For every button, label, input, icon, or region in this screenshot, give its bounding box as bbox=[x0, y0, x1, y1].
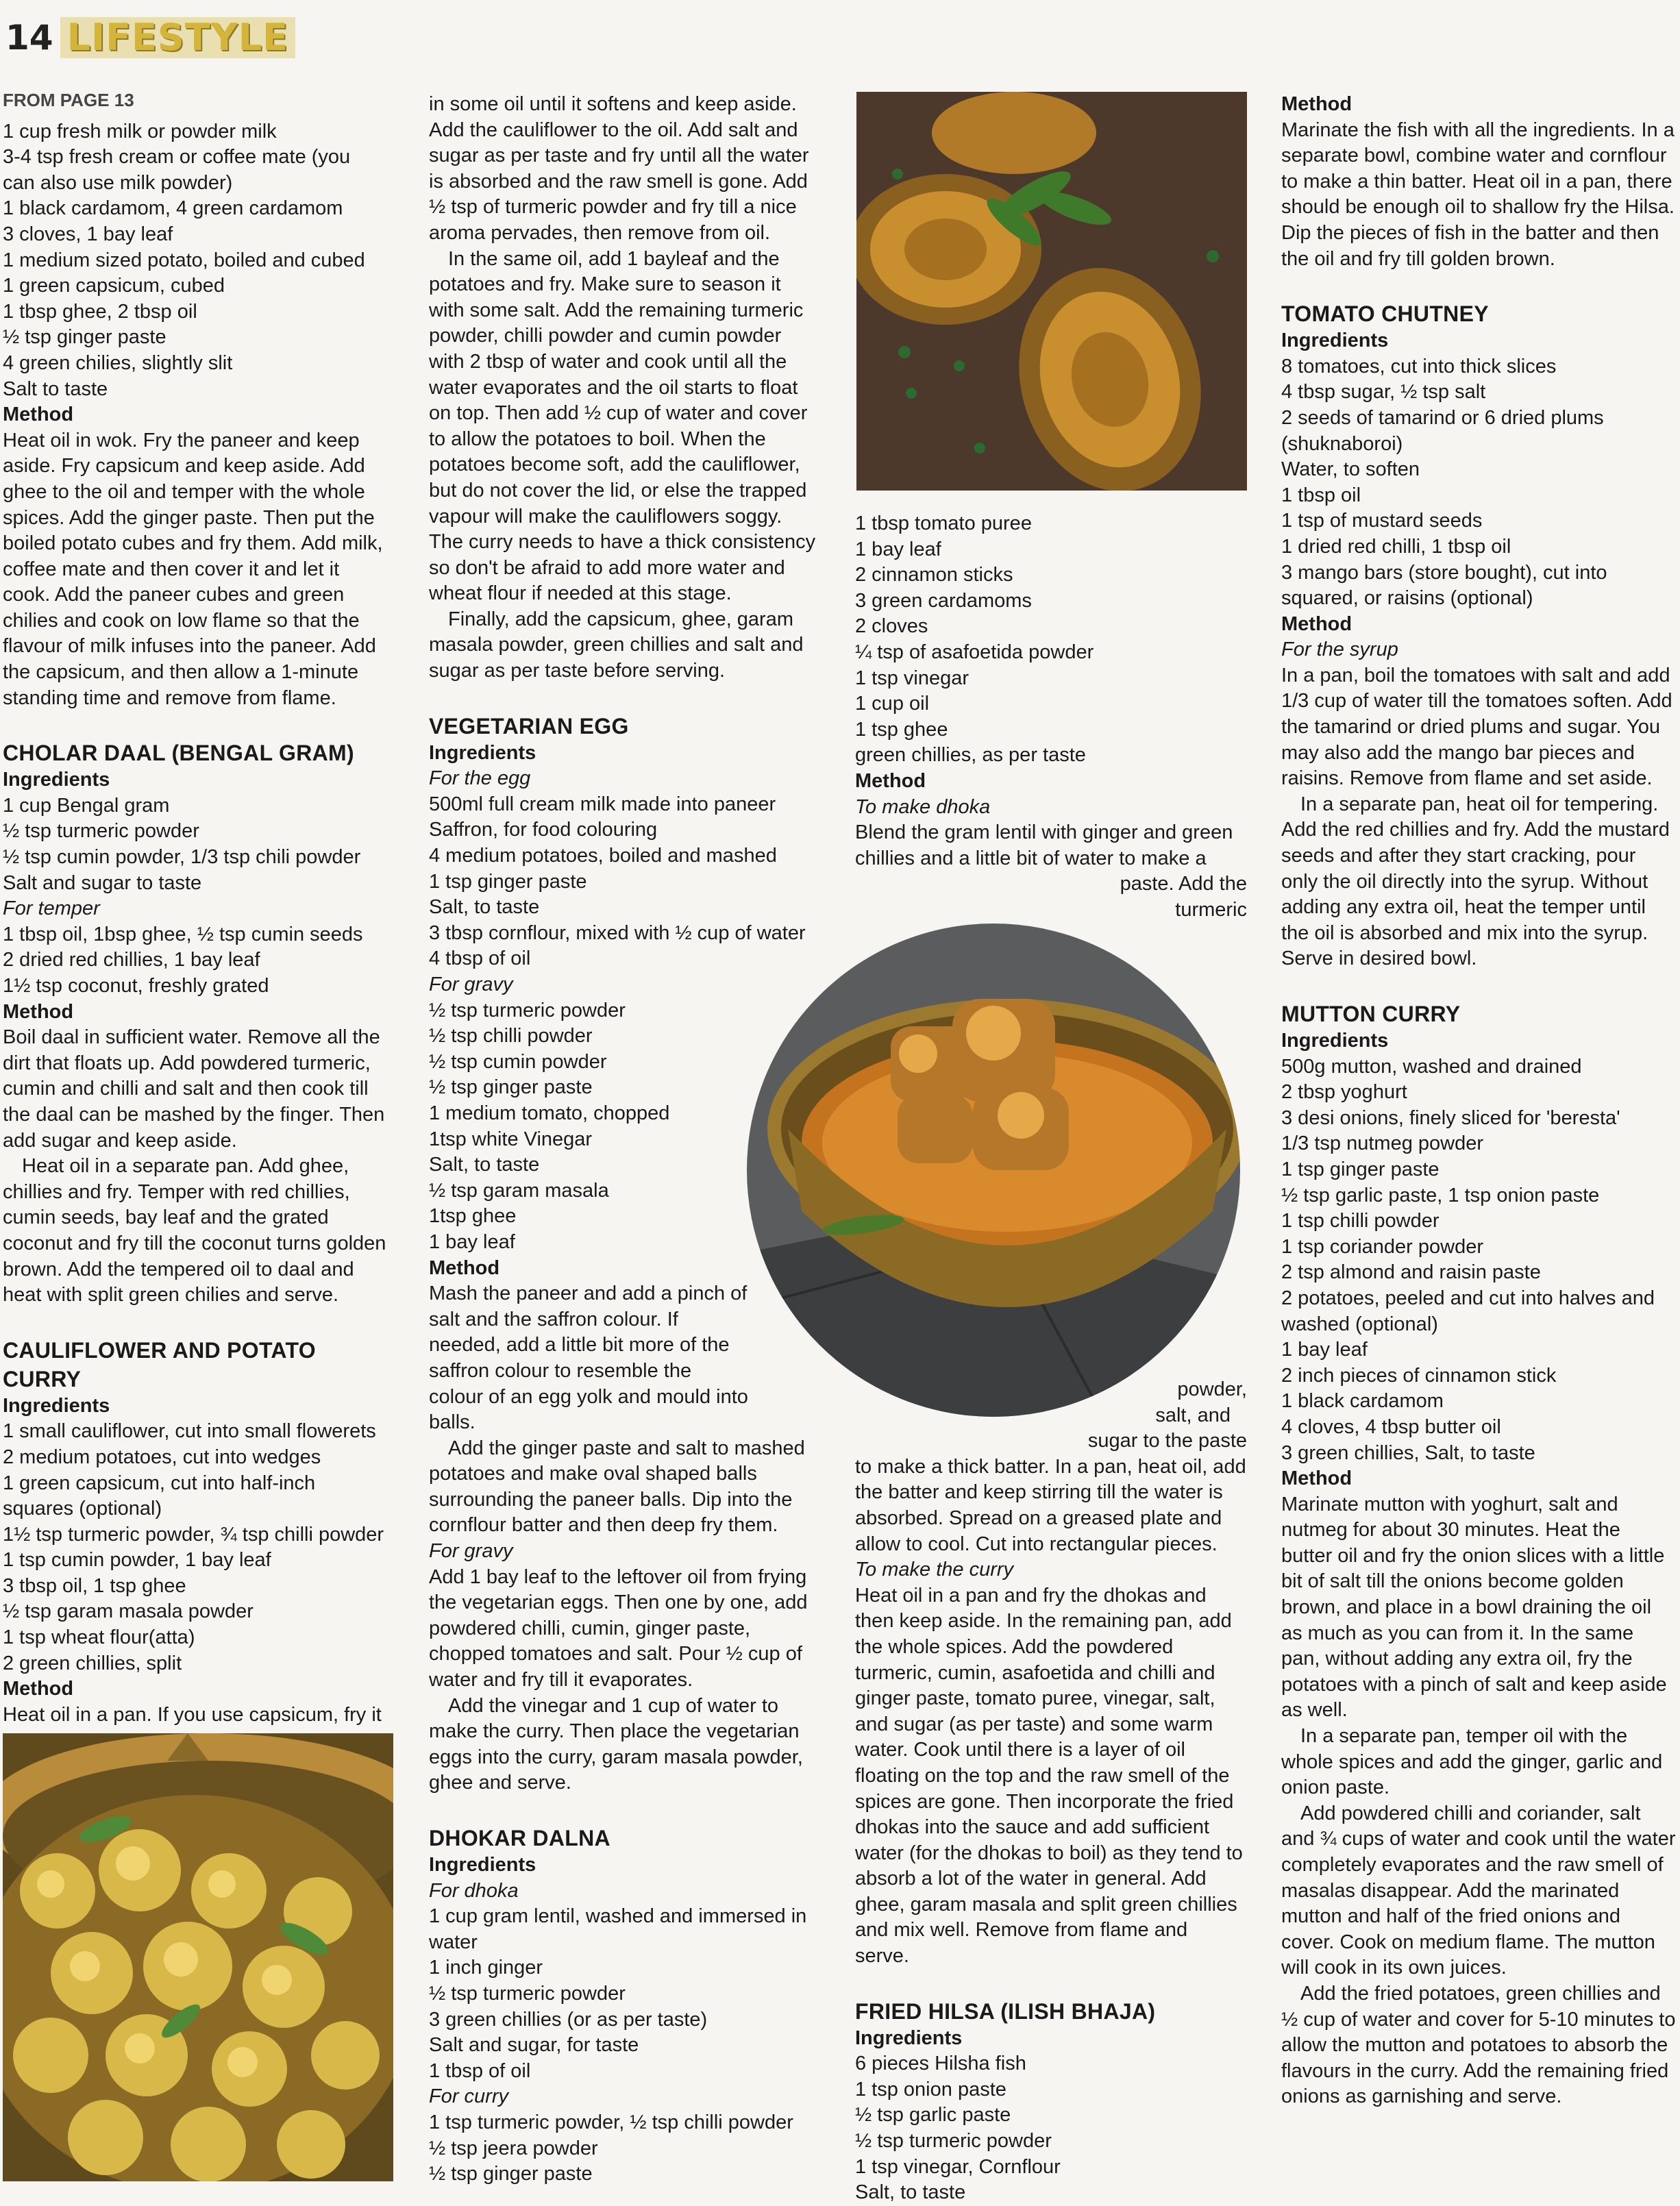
list-item: Salt, to taste bbox=[429, 896, 540, 919]
method-text: powder, bbox=[1177, 1378, 1247, 1400]
sub-heading: For curry bbox=[429, 2085, 508, 2108]
list-item: ½ tsp turmeric powder bbox=[855, 2130, 1052, 2153]
method-text: turmeric bbox=[1175, 898, 1247, 921]
list-item: 1½ tsp coconut, freshly grated bbox=[3, 975, 269, 997]
list-item: 1 tbsp tomato puree bbox=[855, 512, 1032, 534]
method-text: Heat oil in a pan. If you use capsicum, fry it bbox=[3, 1703, 382, 1726]
method-text: Boil daal in sufficient water. Remove all the dirt that floats up. Add powdered turmeric, cumin and chilli and salt and then cook till the daal can be mashed by the finger. Then add sugar and keep aside. bbox=[3, 1026, 385, 1152]
ingredients-heading: Ingredients bbox=[1281, 1030, 1389, 1052]
page-number: 14 bbox=[5, 18, 53, 58]
list-item: 1 tbsp oil, 1bsp ghee, ½ tsp cumin seeds bbox=[3, 923, 363, 945]
paneer-ingredients-list bbox=[3, 119, 386, 403]
ingredients-heading: Ingredients bbox=[3, 769, 110, 791]
list-item: 3 tbsp cornflour, mixed with ½ cup of water bbox=[429, 921, 806, 944]
method-heading: Method bbox=[855, 769, 926, 792]
list-item: 1 tsp ginger paste bbox=[1281, 1158, 1440, 1180]
cauliflower-curry-photo bbox=[3, 1733, 393, 2181]
recipe-title-dhokar-dalna: DHOKAR DALNA bbox=[429, 1826, 610, 1850]
list-item: 1 tsp onion paste bbox=[855, 2078, 1006, 2100]
method-text: to make a thick batter. In a pan, heat oil, add the batter and keep stirring till the water is absorbed. Spread on a greased plate and allow to cool. Cut into rectangular pieces. bbox=[855, 1455, 1246, 1555]
list-item: ½ tsp turmeric powder bbox=[3, 820, 199, 843]
list-item: 4 tbsp of oil bbox=[429, 947, 531, 970]
ingredients-heading: Ingredients bbox=[3, 1394, 110, 1417]
list-item: 6 pieces Hilsha fish bbox=[855, 2053, 1026, 2075]
recipe-title-cauliflower: CAULIFLOWER AND POTATO CURRY bbox=[3, 1337, 316, 1391]
list-item: 3 green chillies, Salt, to taste bbox=[1281, 1441, 1535, 1464]
list-item: 1 small cauliflower, cut into small flowerets bbox=[3, 1420, 376, 1443]
method-text: Add 1 bay leaf to the leftover oil from frying the vegetarian eggs. Then one by one, add powdered chilli, cumin, ginger paste, chopped tomatoes and salt. Pour ½ cup of water and fry till it evaporates. bbox=[429, 1565, 808, 1691]
recipe-title-tomato-chutney: TOMATO CHUTNEY bbox=[1281, 301, 1489, 327]
method-text: salt, and bbox=[1155, 1404, 1231, 1426]
list-item: 3 cloves, 1 bay leaf bbox=[3, 223, 173, 245]
list-item: 4 cloves, 4 tbsp butter oil bbox=[1281, 1415, 1501, 1438]
list-item: 2 cinnamon sticks bbox=[855, 564, 1013, 586]
list-item: 1½ tsp turmeric powder, ¾ tsp chilli powder bbox=[3, 1523, 384, 1546]
method-text: Add the ginger paste and salt to mashed potatoes and make oval shaped balls surrounding the paneer balls. Dip into the cornflour batter and then deep fry them. bbox=[429, 1437, 805, 1537]
method-text: In a pan, boil the tomatoes with salt and add 1/3 cup of water till the tomatoes soften. Add the tamarind or dried plums and sugar. You may also add the mango bar pieces and raisins. Remove from flame and set aside. bbox=[1281, 664, 1672, 790]
list-item: ½ tsp garlic paste bbox=[855, 2104, 1011, 2127]
list-item: ½ tsp ginger paste bbox=[429, 1076, 593, 1099]
method-text: Marinate the fish with all the ingredients. In a separate bowl, combine water and cornflour to make a thin batter. Heat oil in a pan, there should be enough oil to shallow fry the Hilsa. Dip the pieces of fish in the batter and then the oil and fry till golden brown. bbox=[1281, 119, 1675, 270]
method-text: Heat oil in wok. Fry the paneer and keep aside. Fry capsicum and keep aside. Add ghee to the oil and temper with the whole spices. Add the ginger paste. Then put the boiled potato cubes and fry them. Add milk, coffee mate and then cover it and let it cook. Add the paneer cubes and green chilies and cook on low flame so that the flavour of milk infuses into the paneer. Add the capsicum, and then allow a 1-minute standing time and remove from flame. bbox=[3, 429, 383, 709]
fried-hilsa-photo bbox=[856, 92, 1247, 491]
list-item: 1 black cardamom bbox=[1281, 1390, 1444, 1413]
method-text: Blend the gram lentil with ginger and green chillies and a little bit of water to make a bbox=[855, 821, 1233, 869]
list-item: 1tsp white Vinegar bbox=[429, 1128, 593, 1150]
list-item: 3 mango bars (store bought), cut into squared, or raisins (optional) bbox=[1281, 561, 1607, 610]
list-item: ½ tsp garam masala powder bbox=[3, 1600, 254, 1623]
list-item: ½ tsp ginger paste bbox=[3, 326, 166, 349]
sub-heading: To make dhoka bbox=[855, 795, 991, 818]
method-heading: Method bbox=[3, 1678, 74, 1700]
ingredients-heading: Ingredients bbox=[429, 1854, 536, 1876]
list-item: green chillies, as per taste bbox=[855, 744, 1086, 767]
list-item: 500g mutton, washed and drained bbox=[1281, 1055, 1582, 1078]
list-item: 1 bay leaf bbox=[1281, 1339, 1368, 1361]
list-item: 2 potatoes, peeled and cut into halves and washed (optional) bbox=[1281, 1287, 1655, 1335]
list-item: ½ tsp turmeric powder bbox=[429, 999, 626, 1021]
list-item: 2 tbsp yoghurt bbox=[1281, 1081, 1407, 1104]
method-text: Marinate mutton with yoghurt, salt and nutmeg for about 30 minutes. Heat the butter oil and fry the onion slices with a little bit of salt till the onions become golden brown, and place in a bowl draining the oil as much as you can from it. In the same pan, without adding any extra oil, fry the potatoes with a pinch of salt and keep aside as well. bbox=[1281, 1493, 1667, 1722]
list-item: 1 tsp coriander powder bbox=[1281, 1235, 1483, 1258]
list-item: 3 green chillies (or as per taste) bbox=[429, 2008, 708, 2031]
list-item: 3 green cardamoms bbox=[855, 589, 1032, 612]
method-text: Mash the paneer and add a pinch of salt and the saffron colour. If needed, add a little bit more of the saffron colour to resemble the colour of an egg yolk and mould into balls. bbox=[429, 1282, 748, 1434]
list-item: 1 tbsp of oil bbox=[429, 2059, 531, 2082]
list-item: 1 inch ginger bbox=[429, 1957, 543, 1979]
list-item: ½ tsp cumin powder bbox=[429, 1050, 607, 1073]
list-item: ½ tsp garam masala bbox=[429, 1179, 609, 1202]
section-title: LIFESTYLE bbox=[60, 17, 295, 58]
method-text: In the same oil, add 1 bayleaf and the potatoes and fry. Make sure to season it with some salt. Add the remaining turmeric powder, chilli powder and cumin powder with 2 tbsp of water and cook until all the water evaporates and the oil starts to float on top. Then add ½ cup of water and cover to allow the potatoes to boil. When the potatoes become soft, add the cauliflower, but do not cover the lid, or else the trapped vapour will make the cauliflowers soggy. The curry needs to have a thick consistency so don't be afraid to add more water and wheat flour if needed at this stage. bbox=[429, 247, 816, 605]
column-1 bbox=[3, 88, 386, 1728]
list-item: ½ tsp chilli powder bbox=[429, 1025, 593, 1048]
list-item: 1 tsp ginger paste bbox=[429, 870, 587, 893]
method-text: Finally, add the capsicum, ghee, garam masala powder, green chillies and salt and sugar as per taste before serving. bbox=[429, 608, 804, 682]
list-item: 8 tomatoes, cut into thick slices bbox=[1281, 355, 1557, 377]
from-page-label: FROM PAGE 13 bbox=[3, 90, 134, 110]
method-text: in some oil until it softens and keep aside. Add the cauliflower to the oil. Add salt and sugar as per taste and fry until all the water is absorbed and the raw smell is gone. Add ½ tsp of turmeric powder and fry till a nice aroma pervades, then remove from oil. bbox=[429, 93, 809, 244]
list-item: Salt and sugar to taste bbox=[3, 871, 202, 894]
list-item: 500ml full cream milk made into paneer bbox=[429, 793, 776, 815]
sub-heading: For dhoka bbox=[429, 1879, 519, 1902]
list-item: 3 tbsp oil, 1 tsp ghee bbox=[3, 1574, 186, 1597]
ingredients-heading: Ingredients bbox=[429, 741, 536, 764]
list-item: 1 cup Bengal gram bbox=[3, 794, 170, 817]
method-heading: Method bbox=[3, 404, 74, 426]
list-item: 1 cup fresh milk or powder milk bbox=[3, 120, 277, 142]
list-item: ½ tsp garlic paste, 1 tsp onion paste bbox=[1281, 1184, 1600, 1206]
method-heading: Method bbox=[1281, 1467, 1352, 1490]
list-item: 1 green capsicum, cut into half-inch squares (optional) bbox=[3, 1472, 316, 1520]
list-item: 1 tsp turmeric powder, ½ tsp chilli powder bbox=[429, 2111, 793, 2133]
sub-heading: For gravy bbox=[429, 974, 513, 995]
recipe-title-fried-hilsa: FRIED HILSA (ILISH BHAJA) bbox=[855, 1998, 1156, 2024]
list-item: Salt and sugar, for taste bbox=[429, 2034, 639, 2057]
recipe-title-vegetarian-egg: VEGETARIAN EGG bbox=[429, 713, 629, 739]
list-item: 4 green chilies, slightly slit bbox=[3, 351, 233, 374]
list-item: ½ tsp cumin powder, 1/3 tsp chili powder bbox=[3, 846, 361, 869]
method-text: Heat oil in a pan and fry the dhokas and then keep aside. In the remaining pan, add the whole spices. Add the powdered turmeric, cumin, asafoetida and chilli and ginger paste, tomato puree, vinegar, salt, and sugar (as per taste) and some warm water. Cook until there is a layer of oil floating on the top and the raw smell of the spices are gone. Then incorporate the fried dhokas into the sauce and add sufficient water (for the dhokas to boil) as they tend to absorb a lot of the water in general. Add ghee, garam masala and split green chillies and mix well. Remove from flame and serve. bbox=[855, 1584, 1243, 1968]
list-item: 1 medium tomato, chopped bbox=[429, 1102, 670, 1124]
list-item: 2 tsp almond and raisin paste bbox=[1281, 1261, 1541, 1284]
list-item: 2 inch pieces of cinnamon stick bbox=[1281, 1364, 1557, 1387]
list-item: 1 medium sized potato, boiled and cubed bbox=[3, 249, 365, 271]
list-item: 1 cup oil bbox=[855, 693, 930, 715]
ingredients-heading: Ingredients bbox=[855, 2027, 963, 2049]
sub-heading: For gravy bbox=[429, 1540, 513, 1563]
list-item: 2 cloves bbox=[855, 615, 928, 638]
method-text: In a separate pan, temper oil with the whole spices and add the ginger, garlic and onion paste. bbox=[1281, 1725, 1663, 1799]
method-heading: Method bbox=[1281, 612, 1352, 635]
list-item: 3-4 tsp fresh cream or coffee mate (you can also use milk powder) bbox=[3, 146, 351, 194]
list-item: 1 tbsp ghee, 2 tbsp oil bbox=[3, 300, 197, 323]
list-item: 4 tbsp sugar, ½ tsp salt bbox=[1281, 381, 1486, 404]
dhokar-dalna-photo bbox=[747, 924, 1240, 1417]
list-item: 1 tsp vinegar bbox=[855, 667, 969, 689]
list-item: Salt to taste bbox=[3, 377, 108, 400]
list-item: ¼ tsp of asafoetida powder bbox=[855, 641, 1094, 663]
list-item: 1 tsp of mustard seeds bbox=[1281, 510, 1483, 532]
list-item: Water, to soften bbox=[1281, 458, 1420, 481]
list-item: 1 tsp wheat flour(atta) bbox=[3, 1626, 195, 1649]
method-text: Add powdered chilli and coriander, salt and ¾ cups of water and cook until the water completely evaporates and the raw smell of masalas disappear. Add the marinated mutton and half of the fried onions and cover. Cook on medium flame. The mutton will cook in its own juices. bbox=[1281, 1802, 1676, 1979]
list-item: 1 cup gram lentil, washed and immersed in water bbox=[429, 1905, 807, 1953]
list-item: 1 tsp vinegar, Cornflour bbox=[855, 2155, 1061, 2178]
sub-heading: For the egg bbox=[429, 767, 531, 790]
sub-heading: For temper bbox=[3, 897, 100, 920]
method-heading: Method bbox=[429, 1256, 500, 1279]
page-masthead bbox=[5, 14, 295, 62]
list-item: 1 dried red chilli, 1 tbsp oil bbox=[1281, 535, 1511, 558]
recipe-title-mutton-curry: MUTTON CURRY bbox=[1281, 1002, 1461, 1026]
method-heading: Method bbox=[3, 1000, 74, 1023]
method-text: paste. Add the bbox=[1120, 873, 1247, 895]
column-3 bbox=[855, 511, 1247, 924]
recipe-title-cholar-daal: CHOLAR DAAL (BENGAL GRAM) bbox=[3, 741, 354, 766]
list-item: 2 green chillies, split bbox=[3, 1652, 182, 1674]
list-item: 1 tbsp oil bbox=[1281, 484, 1361, 506]
column-3-wrap bbox=[855, 1377, 1247, 2206]
method-text: Heat oil in a separate pan. Add ghee, chillies and fry. Temper with red chillies, cumin seeds, bay leaf and the grated coconut and fry till the coconut turns golden brown. Add the tempered oil to daal and heat with split green chilies and serve. bbox=[3, 1155, 386, 1306]
list-item: 1 bay leaf bbox=[855, 538, 941, 560]
method-heading: Method bbox=[1281, 93, 1352, 115]
list-item: ½ tsp turmeric powder bbox=[429, 1982, 626, 2005]
ingredients-heading: Ingredients bbox=[1281, 330, 1389, 352]
sub-heading: For the syrup bbox=[1281, 639, 1398, 661]
method-text: Add the fried potatoes, green chillies and ½ cup of water and cover for 5-10 minutes to allow the mutton and potatoes to absorb the flavours in the curry. Add the remaining fried onions as garnishing and serve. bbox=[1281, 1982, 1676, 2108]
list-item: 3 desi onions, finely sliced for 'beresta' bbox=[1281, 1106, 1620, 1129]
list-item: 1tsp ghee bbox=[429, 1205, 517, 1228]
list-item: 1 green capsicum, cubed bbox=[3, 275, 225, 297]
list-item: 1 tsp cumin powder, 1 bay leaf bbox=[3, 1549, 271, 1572]
list-item: 4 medium potatoes, boiled and mashed bbox=[429, 845, 777, 867]
list-item: 2 medium potatoes, cut into wedges bbox=[3, 1446, 321, 1468]
list-item: ½ tsp jeera powder bbox=[429, 2137, 598, 2159]
list-item: 2 dried red chillies, 1 bay leaf bbox=[3, 949, 260, 971]
list-item: 1 tsp ghee bbox=[855, 718, 948, 741]
method-text: In a separate pan, heat oil for tempering. Add the red chillies and fry. Add the mustard seeds and after they start cracking, pour only the oil directly into the syrup. Without adding any extra oil, heat the temper until the oil is absorbed and mix into the syrup. Serve in desired bowl. bbox=[1281, 793, 1670, 970]
list-item: 1 black cardamom, 4 green cardamom bbox=[3, 197, 343, 220]
list-item: ½ tsp ginger paste bbox=[429, 2163, 593, 2185]
method-text: sugar to the paste bbox=[1087, 1430, 1247, 1452]
column-4 bbox=[1281, 92, 1676, 2110]
list-item: Salt, to taste bbox=[429, 1154, 540, 1176]
list-item: 2 seeds of tamarind or 6 dried plums (shuknaboroi) bbox=[1281, 406, 1604, 455]
list-item: 1 tsp chilli powder bbox=[1281, 1210, 1440, 1232]
list-item: 1/3 tsp nutmeg powder bbox=[1281, 1132, 1484, 1155]
sub-heading: To make the curry bbox=[855, 1559, 1014, 1581]
method-text: Add the vinegar and 1 cup of water to make the curry. Then place the vegetarian eggs into the curry, garam masala powder, ghee and serve. bbox=[429, 1694, 803, 1794]
list-item: Saffron, for food colouring bbox=[429, 819, 658, 841]
list-item: Salt, to taste bbox=[855, 2181, 966, 2204]
list-item: 1 bay leaf bbox=[429, 1230, 515, 1253]
